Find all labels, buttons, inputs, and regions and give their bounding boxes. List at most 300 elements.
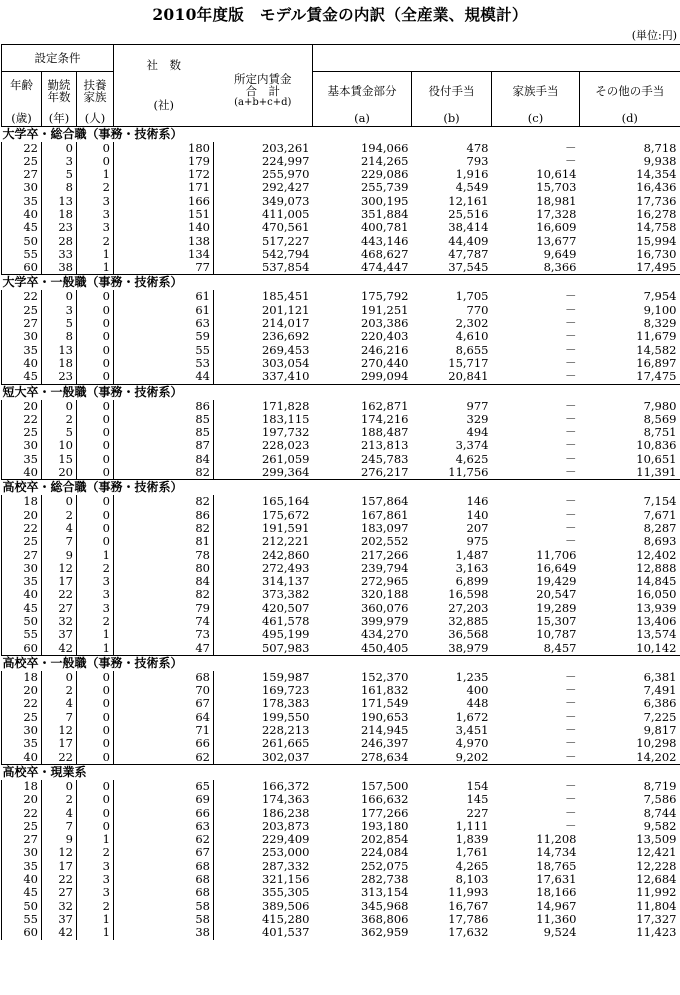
table-cell: 0 [77, 684, 114, 697]
table-cell: 3,163 [455, 561, 489, 575]
table-cell: 66 [114, 807, 214, 820]
table-cell: 255,970 [261, 168, 310, 182]
header-basic: 基本賃金部分 [313, 72, 412, 110]
table-cell: 35 [2, 453, 42, 466]
table-cell: 11,804 [636, 899, 677, 913]
table-cell: 171,549 [360, 697, 409, 711]
table-cell: 166,632 [360, 793, 409, 807]
table-cell: 3 [77, 221, 114, 234]
table-cell: － [565, 290, 577, 304]
table-cell: 82 [114, 588, 214, 601]
table-row [2, 820, 680, 833]
table-cell: 3 [77, 602, 114, 615]
table-cell: 0 [42, 495, 77, 508]
table-cell: 303,054 [261, 356, 310, 370]
table-cell: 7,671 [643, 508, 677, 522]
table-cell: 146 [466, 495, 489, 509]
table-cell: 4 [42, 807, 77, 820]
table-cell: 16,897 [636, 356, 677, 370]
table-cell: 82 [114, 522, 214, 535]
table-cell: 151 [114, 208, 214, 221]
table-cell: 177,266 [360, 806, 409, 820]
table-row [2, 846, 680, 859]
table-cell: 3 [77, 886, 114, 899]
table-cell: 7,225 [643, 710, 677, 724]
table-cell: 33 [42, 248, 77, 261]
table-cell: 6,386 [643, 697, 677, 711]
table-cell: 47,787 [448, 247, 489, 261]
header-age: 年齢 [2, 72, 42, 110]
table-row [2, 426, 680, 439]
table-cell: 22 [42, 588, 77, 601]
table-cell: 0 [77, 357, 114, 370]
table-cell: 40 [2, 588, 42, 601]
table-cell: 202,854 [360, 833, 409, 847]
table-row [2, 562, 680, 575]
table-cell: 517,227 [261, 234, 310, 248]
table-cell: 157,500 [360, 779, 409, 793]
table-cell: － [565, 724, 577, 738]
table-cell: 25,516 [448, 207, 489, 221]
wage-table [1, 44, 680, 940]
table-cell: 194,066 [360, 141, 409, 155]
table-cell: 3 [42, 304, 77, 317]
table-cell: 40 [2, 208, 42, 221]
table-cell: 42 [42, 926, 77, 939]
table-cell: 191,591 [261, 521, 310, 535]
table-cell: 55 [2, 248, 42, 261]
table-cell: 314,137 [261, 575, 310, 589]
table-cell: 40 [2, 357, 42, 370]
table-cell: 0 [77, 671, 114, 684]
table-cell: 276,217 [360, 466, 409, 480]
table-cell: 18 [2, 495, 42, 508]
table-cell: － [565, 495, 577, 509]
table-cell: 27 [2, 833, 42, 846]
header-spacer [313, 45, 680, 72]
header-tenure-unit: (年) [42, 110, 77, 127]
table-cell: 443,146 [360, 234, 409, 248]
table-cell: 1,705 [455, 290, 489, 304]
table-cell: 15,717 [448, 356, 489, 370]
table-row [2, 575, 680, 588]
table-row [2, 413, 680, 426]
table-cell: 32,885 [448, 615, 489, 628]
table-cell: 17,736 [636, 194, 677, 208]
table-cell: 25 [2, 304, 42, 317]
table-cell: 175,672 [261, 508, 310, 522]
table-cell: － [565, 439, 577, 453]
table-cell: 2 [77, 615, 114, 628]
table-cell: 74 [114, 615, 214, 628]
table-cell: 45 [2, 602, 42, 615]
table-cell: 70 [114, 684, 214, 697]
table-cell: 229,409 [261, 833, 310, 847]
table-cell: 85 [114, 426, 214, 439]
header-conditions: 設定条件 [2, 45, 114, 72]
table-cell: 13 [42, 344, 77, 357]
table-cell: 7,586 [643, 793, 677, 807]
table-body [2, 126, 680, 940]
table-cell: 11,992 [636, 886, 677, 900]
table-cell: 299,094 [360, 370, 409, 384]
table-cell: 40 [2, 873, 42, 886]
table-cell: 27 [2, 549, 42, 562]
table-cell: 42 [42, 642, 77, 656]
table-cell: 3 [42, 155, 77, 168]
table-cell: 12,684 [636, 873, 677, 887]
section-title: 短大卒・一般職（事務・技術系） [2, 384, 680, 400]
table-cell: 35 [2, 575, 42, 588]
table-cell: 19,289 [536, 601, 577, 615]
table-cell: 61 [114, 304, 214, 317]
table-cell: 8,457 [543, 641, 577, 655]
table-cell: 78 [114, 549, 214, 562]
table-cell: 65 [114, 780, 214, 793]
table-cell: 770 [466, 303, 489, 317]
table-cell: 7,954 [643, 290, 677, 304]
table-row [2, 370, 680, 384]
table-row [2, 155, 680, 168]
table-cell: 2 [77, 900, 114, 913]
section-title: 高校卒・一般職（事務・技術系） [2, 655, 680, 671]
table-cell: 9,202 [455, 750, 489, 764]
table-cell: 9,649 [543, 247, 577, 261]
header-tenure: 勤続 年数 [42, 72, 77, 110]
table-cell: 17 [42, 575, 77, 588]
table-cell: 10,836 [636, 439, 677, 453]
table-cell: 40 [2, 751, 42, 765]
table-cell: 0 [77, 820, 114, 833]
table-cell: 9,938 [643, 154, 677, 168]
table-cell: 6,899 [455, 575, 489, 589]
table-cell: 202,552 [360, 535, 409, 549]
table-cell: 197,732 [261, 426, 310, 440]
table-cell: － [565, 452, 577, 466]
table-cell: 14,734 [536, 846, 577, 860]
table-cell: 2 [77, 846, 114, 859]
table-cell: 17,495 [636, 261, 677, 275]
table-cell: 16,278 [636, 207, 677, 221]
table-cell: 23 [42, 370, 77, 384]
table-cell: － [565, 370, 577, 384]
table-cell: 27 [2, 317, 42, 330]
table-cell: 68 [114, 671, 214, 684]
table-cell: 77 [114, 261, 214, 275]
table-cell: 1,761 [455, 846, 489, 860]
table-cell: － [565, 330, 577, 344]
table-cell: 165,164 [261, 495, 310, 509]
table-cell: 17,632 [448, 926, 489, 940]
table-cell: 58 [114, 913, 214, 926]
table-cell: 793 [466, 154, 489, 168]
table-cell: 0 [77, 344, 114, 357]
table-cell: 2 [77, 562, 114, 575]
section-title: 高校卒・現業系 [2, 764, 680, 780]
table-cell: － [565, 466, 577, 480]
table-cell: 63 [114, 820, 214, 833]
table-cell: 4,265 [455, 859, 489, 873]
table-row [2, 697, 680, 710]
table-cell: 1,235 [455, 670, 489, 684]
table-cell: 8,655 [455, 343, 489, 357]
table-cell: 461,578 [261, 615, 310, 628]
table-row [2, 344, 680, 357]
table-cell: 229,086 [360, 168, 409, 182]
table-cell: 2 [42, 509, 77, 522]
table-cell: 292,427 [261, 181, 310, 195]
table-cell: 228,213 [261, 724, 310, 738]
table-row [2, 453, 680, 466]
table-cell: 220,403 [360, 330, 409, 344]
table-cell: 3 [77, 575, 114, 588]
table-cell: 67 [114, 846, 214, 859]
table-cell: 140 [114, 221, 214, 234]
table-cell: 8 [42, 330, 77, 343]
table-cell: 434,270 [360, 628, 409, 642]
table-cell: 20 [2, 793, 42, 806]
table-cell: 152,370 [360, 670, 409, 684]
table-cell: 183,115 [261, 412, 310, 426]
table-row [2, 290, 680, 303]
table-cell: 18 [2, 780, 42, 793]
table-cell: 17,631 [536, 873, 577, 887]
table-row [2, 304, 680, 317]
table-cell: 7,154 [643, 495, 677, 509]
table-cell: 5 [42, 168, 77, 181]
header-family-sub: (c) [492, 110, 580, 127]
table-cell: 35 [2, 860, 42, 873]
table-cell: 47 [114, 642, 214, 656]
table-cell: 20 [42, 466, 77, 480]
table-cell: 537,854 [261, 261, 310, 275]
table-cell: 10,614 [536, 168, 577, 182]
table-row [2, 439, 680, 452]
table-cell: 13,939 [636, 601, 677, 615]
table-cell: 213,813 [360, 439, 409, 453]
table-cell: 0 [77, 697, 114, 710]
table-cell: 188,487 [360, 426, 409, 440]
table-row [2, 317, 680, 330]
table-row [2, 495, 680, 508]
table-cell: 9 [42, 833, 77, 846]
table-cell: 287,332 [261, 859, 310, 873]
table-cell: 16,649 [536, 561, 577, 575]
header-total: 所定内賃金 合 計 (a+b+c+d) [214, 45, 313, 127]
table-cell: 8,751 [643, 426, 677, 440]
table-cell: 68 [114, 886, 214, 899]
table-cell: 162,871 [360, 399, 409, 413]
table-cell: 313,154 [360, 886, 409, 900]
table-cell: 12 [42, 846, 77, 859]
table-cell: 448 [466, 697, 489, 711]
table-cell: 10,298 [636, 737, 677, 751]
table-cell: 1 [77, 261, 114, 275]
table-cell: 134 [114, 248, 214, 261]
table-cell: 1,487 [455, 548, 489, 562]
table-cell: 37 [42, 913, 77, 926]
table-cell: 270,440 [360, 356, 409, 370]
section-header [2, 126, 680, 142]
table-cell: 8,744 [643, 806, 677, 820]
table-cell: 28 [42, 235, 77, 248]
table-cell: 3 [77, 873, 114, 886]
table-cell: － [565, 521, 577, 535]
table-cell: － [565, 779, 577, 793]
table-cell: 62 [114, 833, 214, 846]
table-cell: 11,391 [636, 466, 677, 480]
header-dependents: 扶養 家族 [77, 72, 114, 110]
table-cell: 38,979 [448, 641, 489, 655]
table-row [2, 522, 680, 535]
table-row [2, 181, 680, 194]
table-cell: 145 [466, 793, 489, 807]
table-cell: 16,436 [636, 181, 677, 195]
table-row [2, 873, 680, 886]
table-cell: 495,199 [261, 628, 310, 642]
table-cell: 45 [2, 370, 42, 384]
table-cell: 11,756 [448, 466, 489, 480]
table-cell: 6,381 [643, 670, 677, 684]
table-cell: 8 [42, 181, 77, 194]
table-row [2, 208, 680, 221]
table-cell: 272,965 [360, 575, 409, 589]
table-cell: 8,366 [543, 261, 577, 275]
table-cell: 17,475 [636, 370, 677, 384]
table-cell: 4 [42, 522, 77, 535]
table-cell: 36,568 [448, 628, 489, 642]
table-cell: － [565, 399, 577, 413]
table-cell: 87 [114, 439, 214, 452]
table-cell: 14,845 [636, 575, 677, 589]
table-cell: 261,059 [261, 452, 310, 466]
table-cell: 11,993 [448, 886, 489, 900]
table-cell: 84 [114, 575, 214, 588]
table-cell: 17 [42, 860, 77, 873]
table-cell: 18 [42, 357, 77, 370]
table-cell: 27 [42, 602, 77, 615]
table-cell: 27,203 [448, 601, 489, 615]
table-cell: 159,987 [261, 670, 310, 684]
table-cell: 0 [77, 304, 114, 317]
table-cell: 13 [42, 195, 77, 208]
table-cell: 5 [42, 426, 77, 439]
table-cell: 0 [77, 793, 114, 806]
table-cell: 10,787 [536, 628, 577, 642]
table-cell: 9,524 [543, 926, 577, 940]
table-cell: 0 [77, 317, 114, 330]
table-cell: 0 [77, 439, 114, 452]
table-cell: 7 [42, 535, 77, 548]
table-cell: 1 [77, 549, 114, 562]
table-cell: 16,730 [636, 247, 677, 261]
table-cell: 2 [42, 413, 77, 426]
table-row [2, 737, 680, 750]
table-cell: 2 [77, 235, 114, 248]
table-row [2, 168, 680, 181]
header-age-unit: (歳) [2, 110, 42, 127]
table-cell: 203,386 [360, 317, 409, 331]
table-cell: 1,839 [455, 833, 489, 847]
table-cell: 0 [77, 155, 114, 168]
table-row [2, 142, 680, 155]
table-cell: 167,861 [360, 508, 409, 522]
table-cell: 44,409 [448, 234, 489, 248]
table-cell: 245,783 [360, 452, 409, 466]
section-header [2, 275, 680, 291]
table-cell: 272,493 [261, 561, 310, 575]
table-cell: 17,327 [636, 912, 677, 926]
table-cell: 282,738 [360, 873, 409, 887]
table-cell: 23 [42, 221, 77, 234]
header-family: 家族手当 [492, 72, 580, 110]
table-cell: 12 [42, 724, 77, 737]
table-cell: － [565, 141, 577, 155]
table-cell: 321,156 [261, 873, 310, 887]
table-row [2, 628, 680, 641]
table-cell: 16,609 [536, 221, 577, 235]
table-cell: 30 [2, 439, 42, 452]
table-cell: 227 [466, 806, 489, 820]
table-cell: 10,651 [636, 452, 677, 466]
header-other: その他の手当 [580, 72, 680, 110]
table-cell: 224,084 [360, 846, 409, 860]
table-row [2, 615, 680, 628]
table-cell: 2 [42, 684, 77, 697]
table-cell: 30 [2, 846, 42, 859]
table-cell: 236,692 [261, 330, 310, 344]
table-cell: 13,677 [536, 234, 577, 248]
table-row [2, 248, 680, 261]
table-cell: 20 [2, 400, 42, 413]
table-cell: 68 [114, 873, 214, 886]
table-cell: 18 [42, 208, 77, 221]
table-cell: 1,111 [455, 819, 489, 833]
table-cell: 30 [2, 181, 42, 194]
table-cell: 11,679 [636, 330, 677, 344]
table-cell: 977 [466, 399, 489, 413]
table-cell: 4,625 [455, 452, 489, 466]
table-cell: 25 [2, 535, 42, 548]
table-cell: 411,005 [261, 207, 310, 221]
table-cell: 20,841 [448, 370, 489, 384]
table-cell: 389,506 [261, 899, 310, 913]
table-cell: 86 [114, 509, 214, 522]
table-cell: － [565, 684, 577, 698]
table-cell: － [565, 412, 577, 426]
table-cell: 14,354 [636, 168, 677, 182]
table-cell: 174,363 [261, 793, 310, 807]
table-cell: 401,537 [261, 926, 310, 940]
table-cell: 5 [42, 317, 77, 330]
section-title: 大学卒・一般職（事務・技術系） [2, 275, 680, 291]
table-cell: 19,429 [536, 575, 577, 589]
table-row [2, 466, 680, 480]
table-row [2, 357, 680, 370]
table-cell: 253,000 [261, 846, 310, 860]
table-cell: 22 [42, 751, 77, 765]
table-cell: － [565, 343, 577, 357]
table-cell: 45 [2, 221, 42, 234]
table-cell: 2 [42, 793, 77, 806]
table-cell: 179 [114, 155, 214, 168]
table-cell: 0 [77, 413, 114, 426]
table-row [2, 509, 680, 522]
table-cell: 12,402 [636, 548, 677, 562]
table-cell: 59 [114, 330, 214, 343]
table-cell: 0 [77, 495, 114, 508]
table-cell: 468,627 [360, 247, 409, 261]
